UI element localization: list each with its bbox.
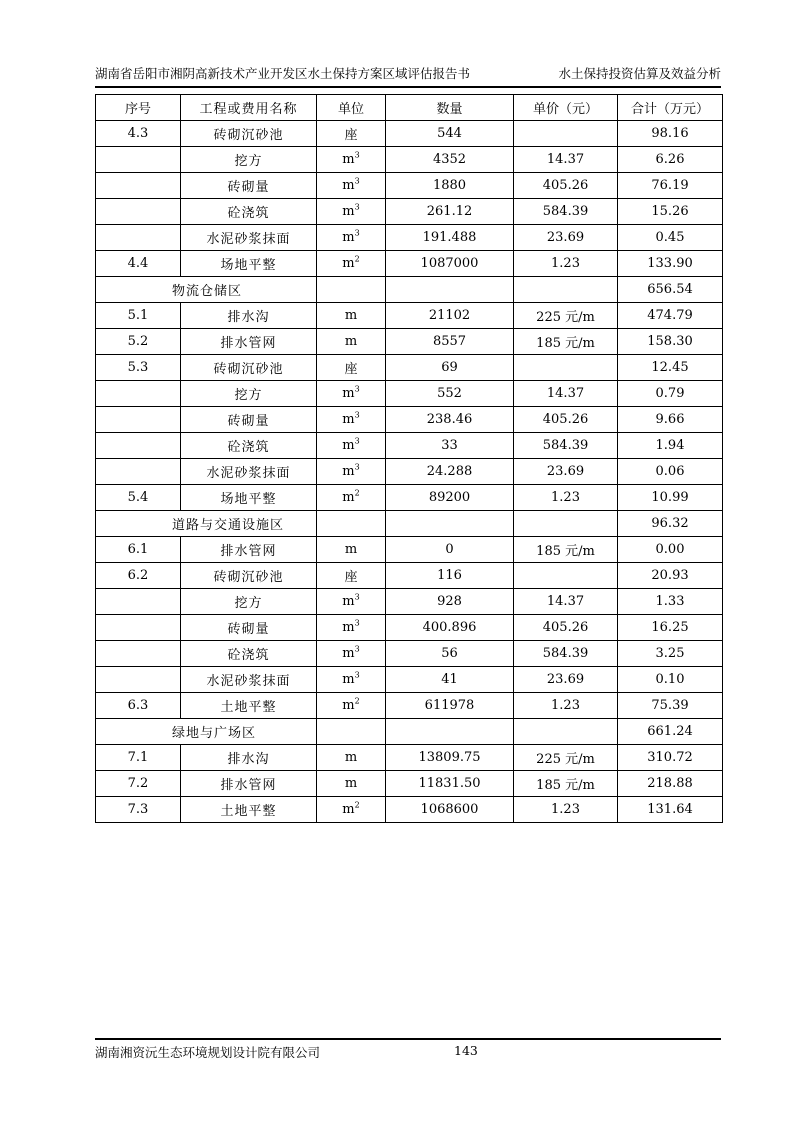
unit-text: m [342,204,355,219]
total-cell: 12.45 [618,355,723,381]
unit-cell [317,407,386,433]
unit-text: m [344,750,358,765]
unit-cell [317,459,386,485]
unit-text: m [342,386,355,401]
unit-price-cell: 1.23 [514,693,618,719]
item-no-cell [96,589,181,615]
quantity-cell: 0 [386,537,514,563]
unit-cell [317,173,386,199]
unit-text: m [342,594,355,609]
unit-price-cell: 1.23 [514,251,618,277]
col-header-total: 合计（万元） [618,95,723,121]
total-cell: 661.24 [618,719,723,745]
unit-text: 座 [344,570,358,585]
unit-price-cell [514,511,618,537]
item-name-cell: 场地平整 [181,485,317,511]
item-name-cell: 排水管网 [181,329,317,355]
item-name-cell: 土地平整 [181,693,317,719]
total-cell: 474.79 [618,303,723,329]
item-name-cell: 砼浇筑 [181,199,317,225]
unit-cell [317,511,386,537]
unit-cell [317,355,386,381]
unit-cell [317,199,386,225]
total-cell: 0.79 [618,381,723,407]
item-no-cell [96,407,181,433]
unit-exponent: 2 [354,800,360,810]
unit-text: m [342,698,355,713]
unit-price-cell [514,121,618,147]
table-row [96,745,723,771]
quantity-cell: 1087000 [386,251,514,277]
footer-divider [95,1038,721,1040]
unit-price-cell: 185 元/m [514,771,618,797]
page-number: 143 [454,1043,478,1058]
footer-company: 湖南湘资沅生态环境规划设计院有限公司 [95,1045,321,1060]
unit-text: m [342,412,355,427]
quantity-cell: 33 [386,433,514,459]
quantity-cell: 552 [386,381,514,407]
unit-cell [317,589,386,615]
total-cell: 16.25 [618,615,723,641]
item-name-cell: 排水管网 [181,537,317,563]
total-cell: 656.54 [618,277,723,303]
quantity-cell: 69 [386,355,514,381]
unit-text: m [342,672,355,687]
item-no-cell: 5.1 [96,303,181,329]
unit-cell [317,615,386,641]
quantity-cell: 238.46 [386,407,514,433]
total-cell: 20.93 [618,563,723,589]
table-zone-row [96,277,723,303]
item-name-cell: 场地平整 [181,251,317,277]
col-header-no: 序号 [96,95,181,121]
unit-exponent: 3 [354,150,360,160]
unit-text: m [342,256,355,271]
quantity-cell: 928 [386,589,514,615]
total-cell: 0.10 [618,667,723,693]
unit-price-cell [514,719,618,745]
table-body [96,121,723,823]
item-name-cell: 水泥砂浆抹面 [181,459,317,485]
table-zone-row [96,719,723,745]
unit-text: m [342,178,355,193]
unit-exponent: 2 [354,696,360,706]
item-no-cell: 5.3 [96,355,181,381]
quantity-cell: 89200 [386,485,514,511]
total-cell: 1.94 [618,433,723,459]
total-cell: 75.39 [618,693,723,719]
unit-exponent: 2 [354,254,360,264]
total-cell: 10.99 [618,485,723,511]
total-cell: 0.00 [618,537,723,563]
unit-cell [317,277,386,303]
col-header-name: 工程或费用名称 [181,95,317,121]
unit-exponent: 3 [354,410,360,420]
item-no-cell: 5.4 [96,485,181,511]
total-cell: 9.66 [618,407,723,433]
unit-exponent: 3 [354,228,360,238]
total-cell: 218.88 [618,771,723,797]
item-name-cell: 砖砌量 [181,173,317,199]
table-row [96,771,723,797]
unit-text: m [344,776,358,791]
col-header-unit-price: 单价（元） [514,95,618,121]
unit-price-cell: 185 元/m [514,537,618,563]
unit-exponent: 3 [354,670,360,680]
unit-price-cell: 14.37 [514,147,618,173]
unit-cell [317,745,386,771]
unit-text: m [342,438,355,453]
unit-text: m [344,334,358,349]
total-cell: 76.19 [618,173,723,199]
quantity-cell: 1880 [386,173,514,199]
unit-cell [317,329,386,355]
zone-name-cell: 道路与交通设施区 [96,511,317,537]
quantity-cell: 191.488 [386,225,514,251]
unit-cell [317,537,386,563]
total-cell: 0.06 [618,459,723,485]
unit-cell [317,381,386,407]
unit-price-cell: 14.37 [514,589,618,615]
col-header-quantity: 数量 [386,95,514,121]
unit-exponent: 3 [354,436,360,446]
item-name-cell: 挖方 [181,589,317,615]
table-row [96,329,723,355]
item-name-cell: 砖砌量 [181,407,317,433]
table-row [96,147,723,173]
table-row [96,797,723,823]
item-name-cell: 砖砌沉砂池 [181,563,317,589]
unit-price-cell: 584.39 [514,433,618,459]
unit-text: m [342,646,355,661]
header-divider [95,86,721,88]
total-cell: 310.72 [618,745,723,771]
item-no-cell [96,459,181,485]
quantity-cell: 1068600 [386,797,514,823]
table-row [96,121,723,147]
item-name-cell: 土地平整 [181,797,317,823]
unit-price-cell [514,277,618,303]
quantity-cell: 41 [386,667,514,693]
table-row [96,251,723,277]
item-no-cell: 4.3 [96,121,181,147]
unit-price-cell [514,563,618,589]
unit-exponent: 3 [354,384,360,394]
unit-cell [317,147,386,173]
unit-text: m [342,802,355,817]
total-cell: 131.64 [618,797,723,823]
table-row [96,407,723,433]
table-row [96,537,723,563]
total-cell: 158.30 [618,329,723,355]
item-name-cell: 砖砌沉砂池 [181,355,317,381]
quantity-cell [386,511,514,537]
total-cell: 98.16 [618,121,723,147]
unit-text: m [342,490,355,505]
item-name-cell: 砖砌量 [181,615,317,641]
unit-text: 座 [344,128,358,143]
total-cell: 15.26 [618,199,723,225]
quantity-cell: 13809.75 [386,745,514,771]
unit-price-cell: 584.39 [514,199,618,225]
table-row [96,485,723,511]
unit-exponent: 3 [354,644,360,654]
table-row [96,459,723,485]
unit-cell [317,433,386,459]
item-no-cell: 5.2 [96,329,181,355]
unit-price-cell: 185 元/m [514,329,618,355]
unit-price-cell: 14.37 [514,381,618,407]
unit-exponent: 2 [354,488,360,498]
item-name-cell: 砖砌沉砂池 [181,121,317,147]
col-header-unit: 单位 [317,95,386,121]
table-row [96,563,723,589]
investment-table [95,94,723,823]
item-no-cell: 6.1 [96,537,181,563]
item-name-cell: 挖方 [181,147,317,173]
unit-text: m [344,308,358,323]
unit-price-cell: 584.39 [514,641,618,667]
unit-cell [317,485,386,511]
unit-cell [317,303,386,329]
quantity-cell: 261.12 [386,199,514,225]
table-row [96,303,723,329]
table-row [96,667,723,693]
unit-exponent: 3 [354,202,360,212]
unit-text: 座 [344,362,358,377]
item-no-cell: 6.2 [96,563,181,589]
item-name-cell: 排水管网 [181,771,317,797]
item-no-cell: 6.3 [96,693,181,719]
zone-name-cell: 物流仓储区 [96,277,317,303]
unit-cell [317,719,386,745]
unit-price-cell: 225 元/m [514,745,618,771]
unit-cell [317,121,386,147]
quantity-cell: 611978 [386,693,514,719]
item-no-cell [96,615,181,641]
quantity-cell: 400.896 [386,615,514,641]
item-no-cell [96,225,181,251]
table-row [96,641,723,667]
quantity-cell: 4352 [386,147,514,173]
unit-exponent: 3 [354,462,360,472]
unit-text: m [342,230,355,245]
unit-text: m [342,152,355,167]
page-header [95,62,721,82]
unit-price-cell: 23.69 [514,667,618,693]
total-cell: 6.26 [618,147,723,173]
total-cell: 3.25 [618,641,723,667]
total-cell: 96.32 [618,511,723,537]
table-row [96,433,723,459]
quantity-cell [386,277,514,303]
item-no-cell: 7.1 [96,745,181,771]
item-no-cell [96,433,181,459]
quantity-cell: 56 [386,641,514,667]
total-cell: 133.90 [618,251,723,277]
header-section-title: 水土保持投资估算及效益分析 [558,66,721,81]
unit-exponent: 3 [354,176,360,186]
unit-cell [317,693,386,719]
item-name-cell: 水泥砂浆抹面 [181,667,317,693]
unit-price-cell: 23.69 [514,459,618,485]
unit-cell [317,797,386,823]
item-no-cell [96,381,181,407]
zone-name-cell: 绿地与广场区 [96,719,317,745]
page-footer [95,1043,721,1061]
item-no-cell [96,147,181,173]
item-name-cell: 挖方 [181,381,317,407]
unit-cell [317,563,386,589]
table-row [96,589,723,615]
table-row [96,355,723,381]
unit-cell [317,251,386,277]
total-cell: 1.33 [618,589,723,615]
header-report-title: 湖南省岳阳市湘阴高新技术产业开发区水土保持方案区域评估报告书 [95,66,471,81]
item-no-cell: 4.4 [96,251,181,277]
quantity-cell: 24.288 [386,459,514,485]
table-row [96,173,723,199]
item-no-cell [96,173,181,199]
quantity-cell: 116 [386,563,514,589]
unit-price-cell: 1.23 [514,485,618,511]
unit-cell [317,641,386,667]
quantity-cell: 8557 [386,329,514,355]
item-name-cell: 排水沟 [181,745,317,771]
unit-cell [317,225,386,251]
table-row [96,615,723,641]
table-row [96,693,723,719]
unit-price-cell: 405.26 [514,173,618,199]
item-name-cell: 排水沟 [181,303,317,329]
total-cell: 0.45 [618,225,723,251]
item-name-cell: 砼浇筑 [181,433,317,459]
unit-price-cell: 225 元/m [514,303,618,329]
quantity-cell: 21102 [386,303,514,329]
unit-cell [317,667,386,693]
unit-text: m [342,620,355,635]
unit-text: m [344,542,358,557]
item-no-cell [96,667,181,693]
item-no-cell: 7.3 [96,797,181,823]
unit-cell [317,771,386,797]
item-name-cell: 水泥砂浆抹面 [181,225,317,251]
item-no-cell [96,199,181,225]
quantity-cell: 11831.50 [386,771,514,797]
unit-price-cell: 23.69 [514,225,618,251]
quantity-cell: 544 [386,121,514,147]
item-no-cell: 7.2 [96,771,181,797]
unit-price-cell: 405.26 [514,407,618,433]
unit-price-cell [514,355,618,381]
item-name-cell: 砼浇筑 [181,641,317,667]
table-row [96,199,723,225]
unit-exponent: 3 [354,592,360,602]
table-row [96,381,723,407]
table-zone-row [96,511,723,537]
unit-price-cell: 1.23 [514,797,618,823]
unit-price-cell: 405.26 [514,615,618,641]
table-row [96,225,723,251]
item-no-cell [96,641,181,667]
table-header-row [96,95,723,121]
unit-text: m [342,464,355,479]
unit-exponent: 3 [354,618,360,628]
quantity-cell [386,719,514,745]
